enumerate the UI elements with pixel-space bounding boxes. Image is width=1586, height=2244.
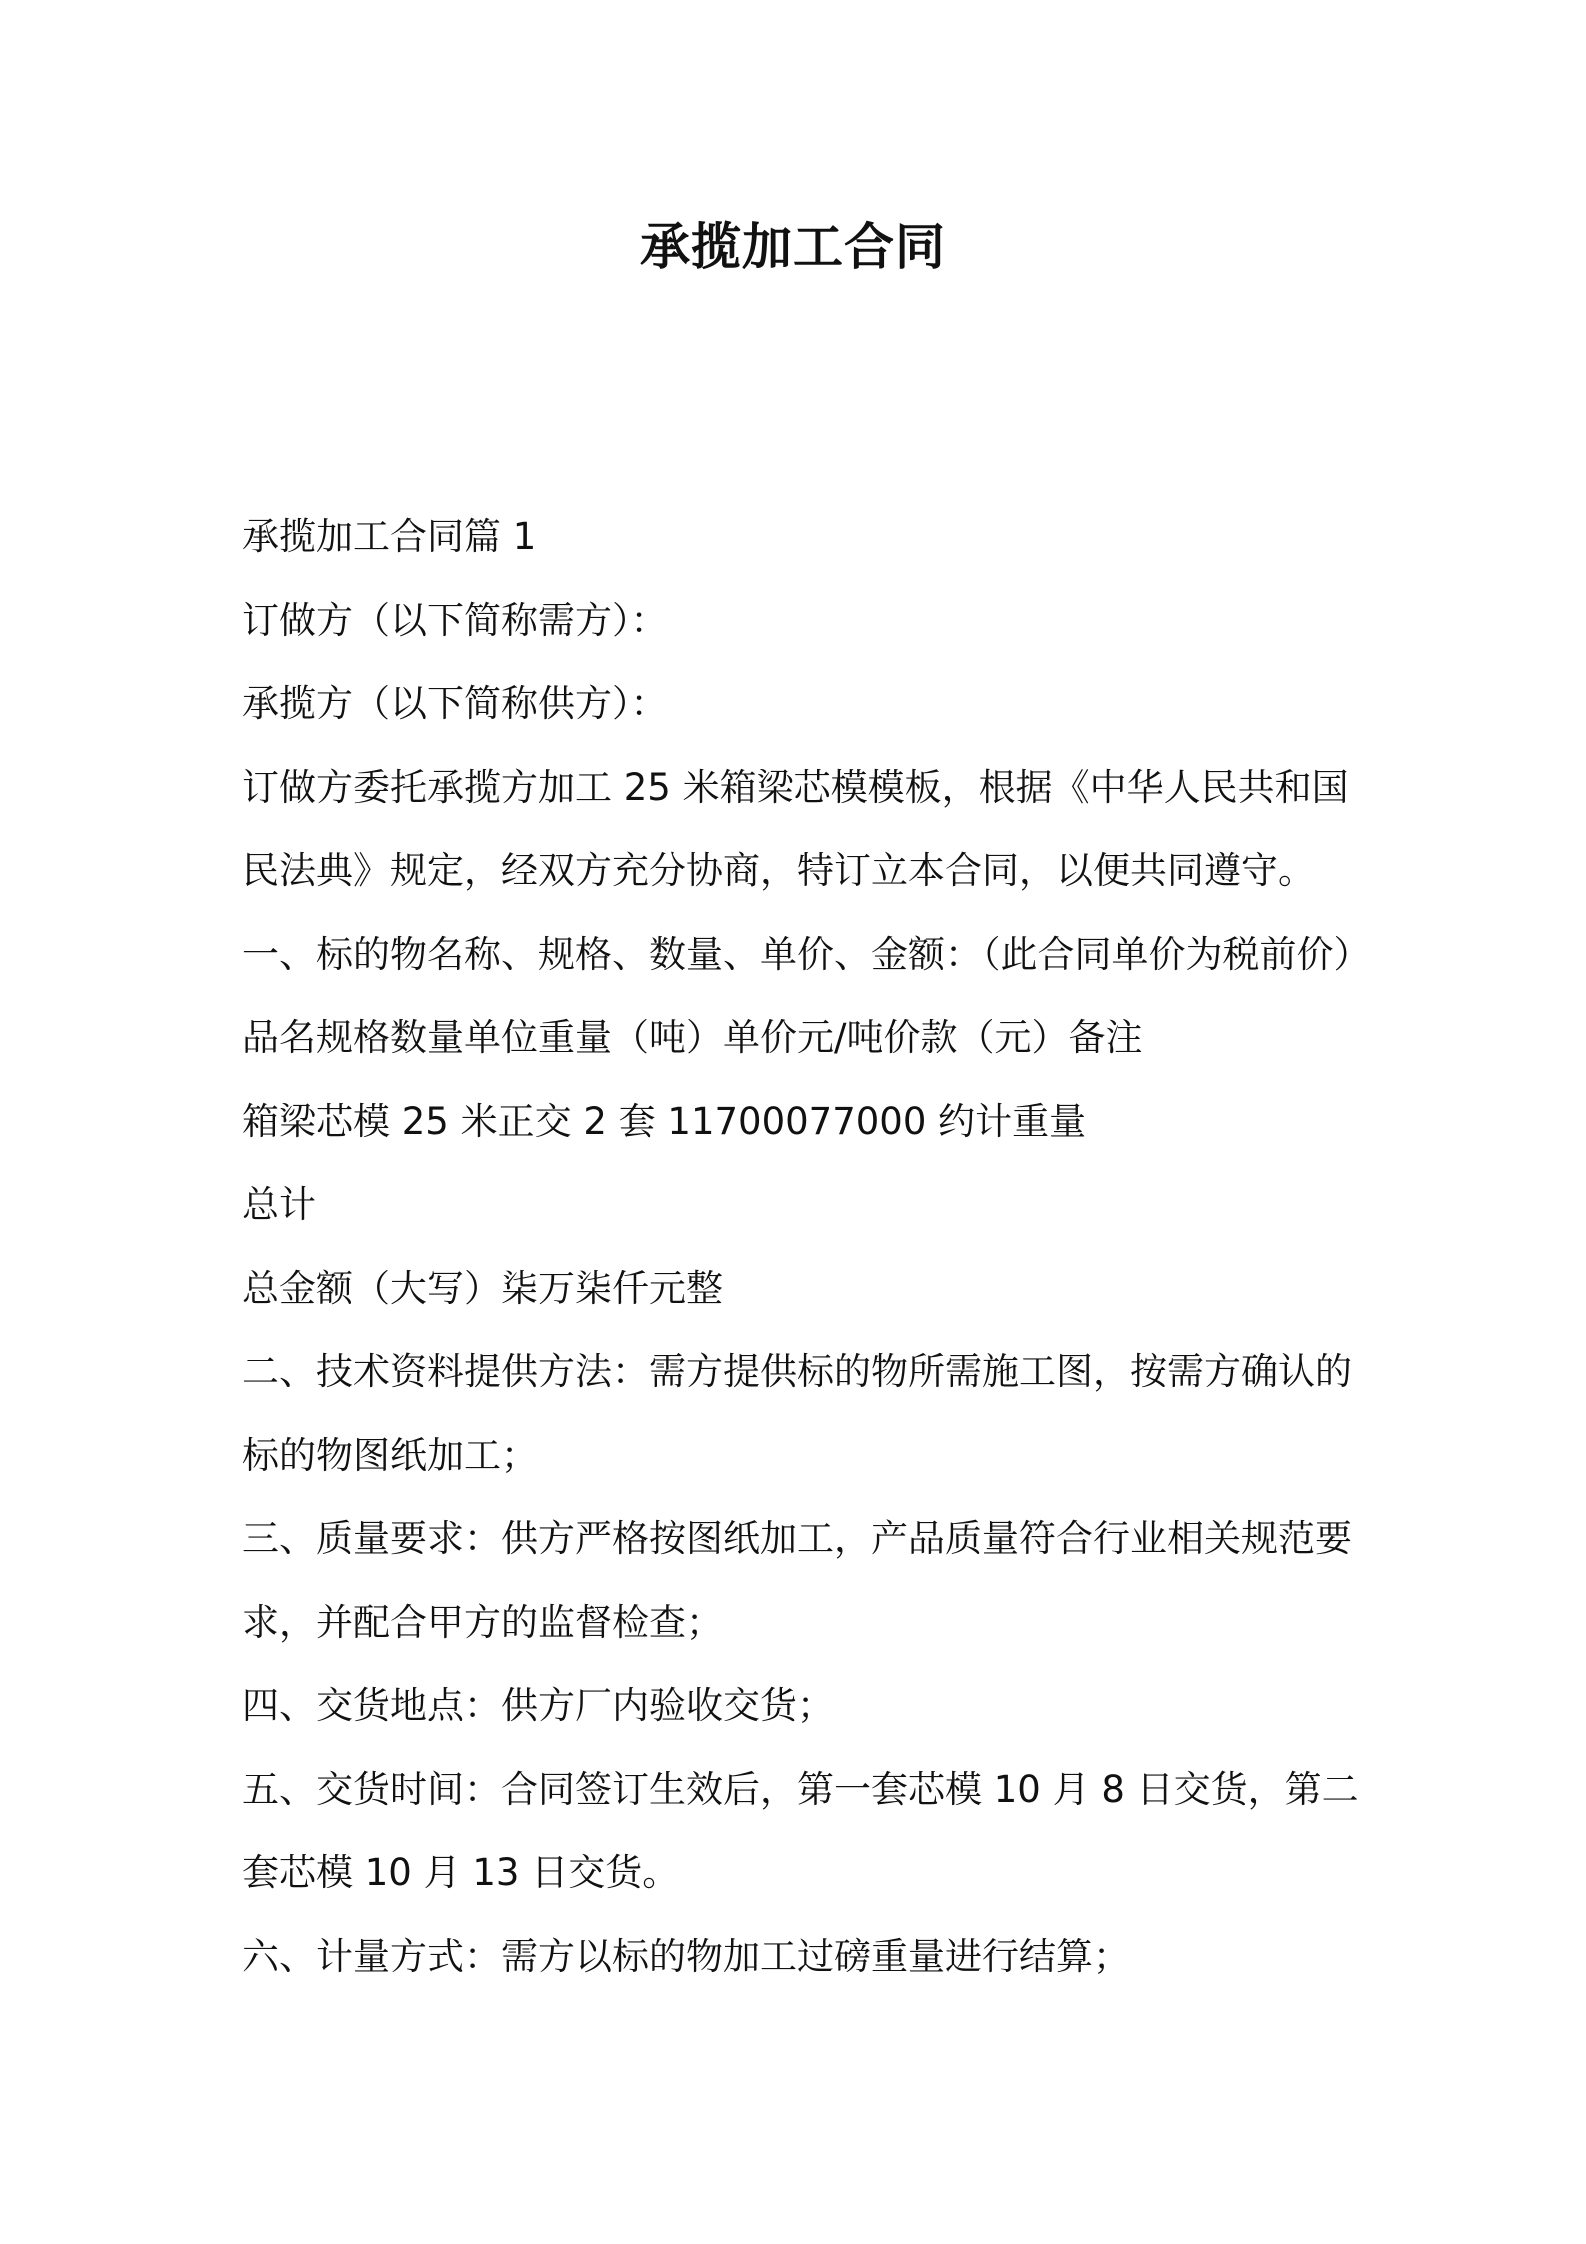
clause-line: 六、计量方式：需方以标的物加工过磅重量进行结算；	[242, 1934, 1130, 1978]
total-amount-line: 总金额（大写）柒万柒仟元整	[242, 1266, 723, 1310]
document-title: 承揽加工合同	[640, 218, 946, 276]
document-body	[242, 495, 1371, 1998]
clause-line: 求，并配合甲方的监督检查；	[242, 1600, 723, 1644]
clause-line: 套芯模 10 月 13 日交货。	[242, 1851, 680, 1894]
clause-line: 四、交货地点：供方厂内验收交货；	[242, 1684, 834, 1727]
clause-line: 三、质量要求：供方严格按图纸加工，产品质量符合行业相关规范要	[242, 1517, 1352, 1560]
party-buyer-line: 订做方（以下简称需方）：	[242, 598, 668, 642]
clause-line: 一、标的物名称、规格、数量、单价、金额：（此合同单价为税前价）	[242, 932, 1371, 976]
intro-line: 订做方委托承揽方加工 25 米箱梁芯模模板，根据《中华人民共和国	[242, 765, 1349, 809]
table-row-line: 箱梁芯模 25 米正交 2 套 11700077000 约计重量	[242, 1099, 1087, 1143]
clause-line: 二、技术资料提供方法：需方提供标的物所需施工图，按需方确认的	[242, 1350, 1352, 1393]
clause-line: 标的物图纸加工；	[242, 1433, 538, 1477]
section-heading: 承揽加工合同篇 1	[242, 515, 537, 558]
table-header-line: 品名规格数量单位重量（吨）单价元/吨价款（元）备注	[242, 1016, 1143, 1059]
intro-line: 民法典》规定，经双方充分协商，特订立本合同，以便共同遵守。	[242, 849, 1315, 892]
clause-line: 五、交货时间：合同签订生效后，第一套芯模 10 月 8 日交货，第二	[242, 1767, 1359, 1811]
total-line: 总计	[242, 1183, 316, 1226]
party-supplier-line: 承揽方（以下简称供方）：	[242, 682, 668, 725]
